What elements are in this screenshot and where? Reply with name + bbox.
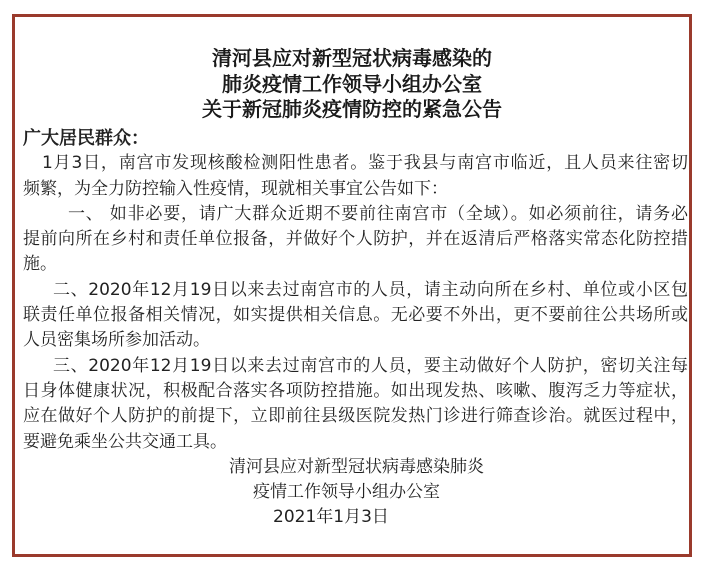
item1-line: 施。: [23, 254, 57, 275]
notice-body: [23, 126, 688, 531]
signature-line: 疫情工作领导小组办公室: [253, 482, 440, 503]
item3-line: 三、2020年12月19日以来去过南宫市的人员，要主动做好个人防护，密切关注每: [53, 355, 688, 376]
item3-line: 应在做好个人防护的前提下，立即前往县级医院发热门诊进行筛查诊治。就医过程中，: [23, 406, 688, 427]
item3-line: 要避免乘坐公共交通工具。: [23, 431, 227, 452]
item2-line: 联责任单位报备相关情况，如实提供相关信息。无必要不外出，更不要前往公共场所或: [23, 305, 688, 326]
title-line: 关于新冠肺炎疫情防控的紧急公告: [202, 97, 502, 121]
intro-line: 1月3日，南宫市发现核酸检测阳性患者。鉴于我县与南宫市临近，且人员来往密切: [42, 153, 688, 174]
notice-title: [15, 46, 689, 123]
item2-line: 二、2020年12月19日以来去过南宫市的人员，请主动向所在乡村、单位或小区包: [53, 279, 688, 300]
notice-frame: [12, 14, 692, 557]
intro-line: 频繁，为全力防控输入性疫情，现就相关事宜公告如下：: [23, 178, 448, 199]
item2-line: 人员密集场所参加活动。: [23, 330, 210, 351]
notice-date: 2021年1月3日: [273, 507, 389, 528]
title-line: 肺炎疫情工作领导小组办公室: [222, 71, 482, 96]
title-line: 清河县应对新型冠状病毒感染的: [212, 46, 492, 70]
item1-line: 提前向所在乡村和责任单位报备，并做好个人防护，并在返清后严格落实常态化防控措: [23, 229, 688, 250]
item1-line: 一、 如非必要，请广大群众近期不要前往南宫市（全域）。如必须前往，请务必: [68, 203, 688, 224]
greeting: 广大居民群众：: [23, 128, 149, 149]
item3-line: 日身体健康状况，积极配合落实各项防控措施。如出现发热、咳嗽、腹泻乏力等症状，: [23, 380, 688, 401]
signature-line: 清河县应对新型冠状病毒感染肺炎: [229, 456, 484, 477]
